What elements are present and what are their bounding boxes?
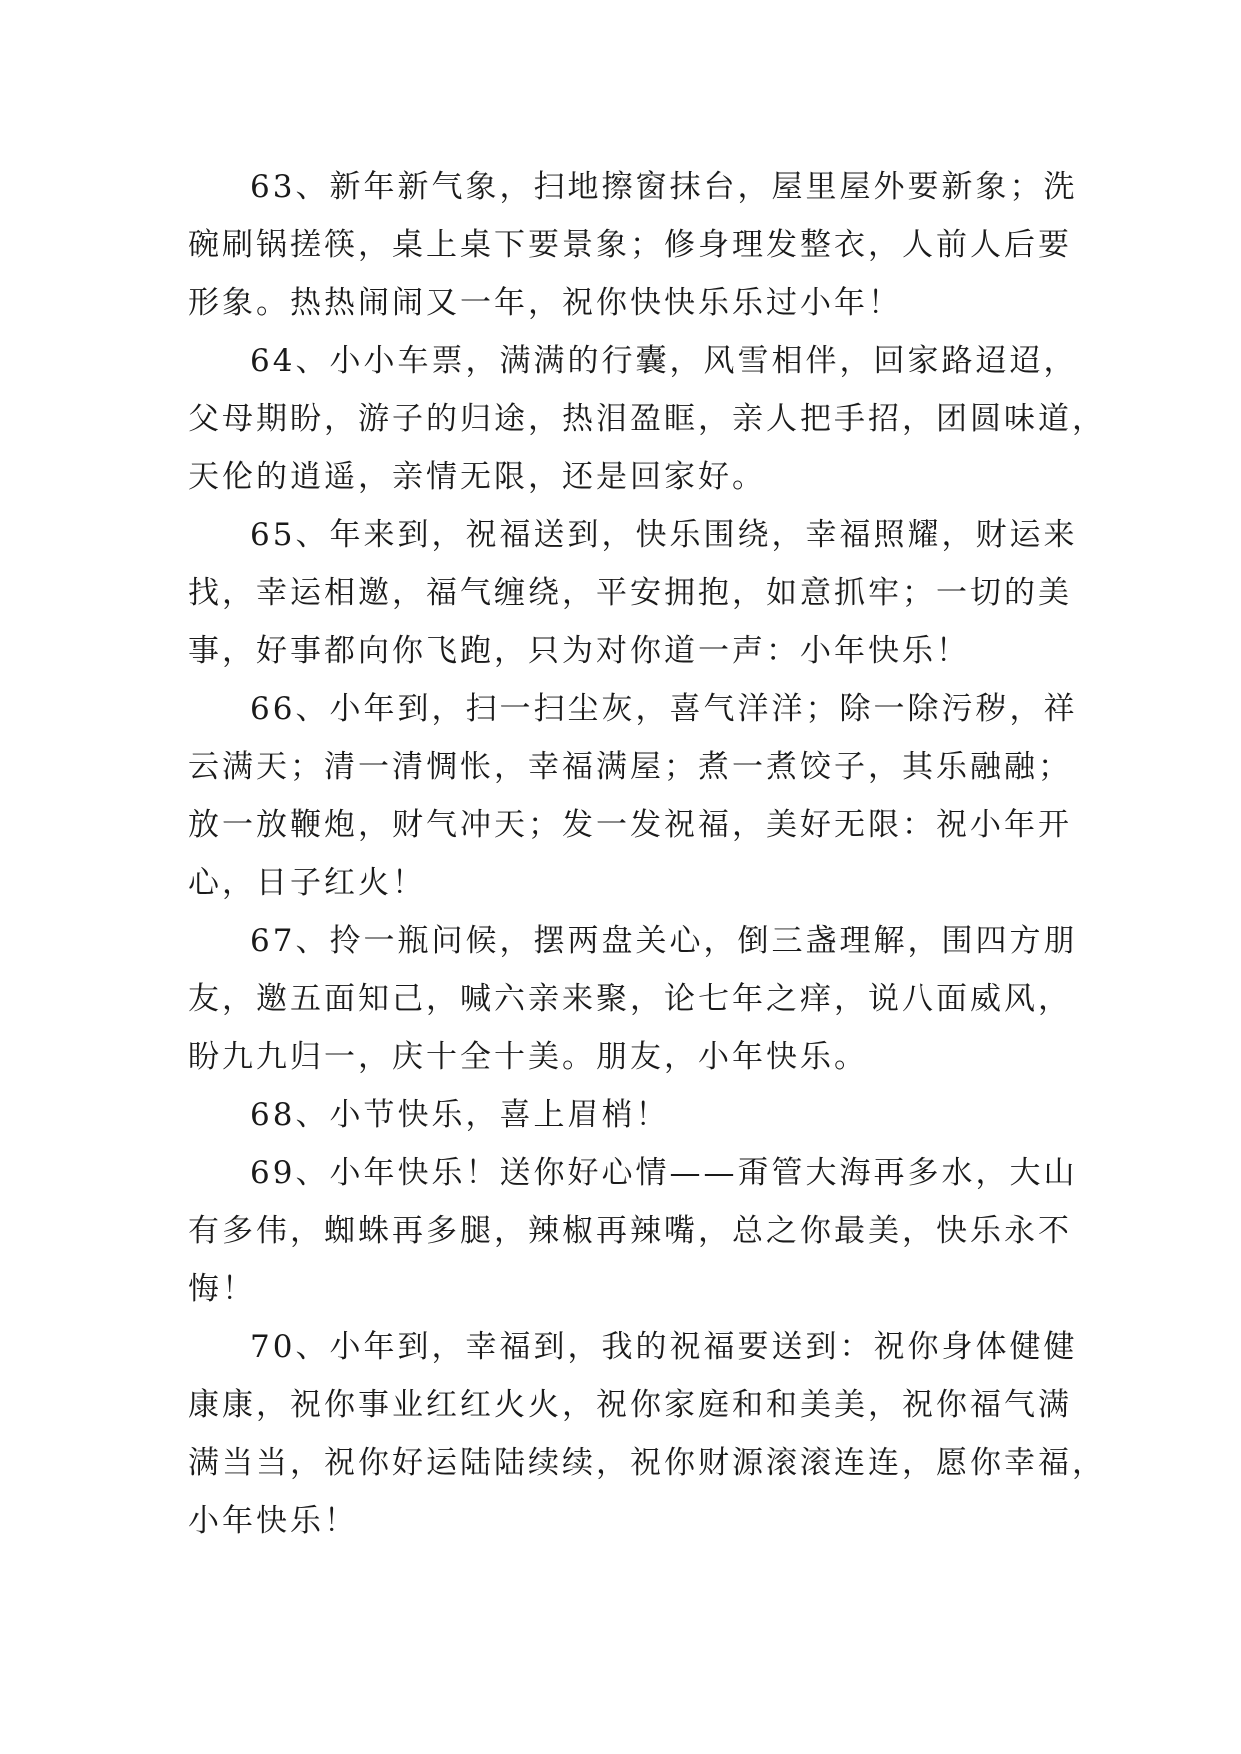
paragraph-66-line-4: 心，日子红火！: [188, 865, 426, 901]
paragraph-63-line-3: 形象。热热闹闹又一年，祝你快快乐乐过小年！: [188, 285, 902, 321]
paragraph-64-line-1: 64、小小车票，满满的行囊，风雪相伴，回家路迢迢，: [250, 343, 1078, 379]
document-body: [188, 158, 1106, 1550]
paragraph-70-line-2: 康康，祝你事业红红火火，祝你家庭和和美美，祝你福气满: [188, 1387, 1072, 1423]
paragraph-66-line-1: 66、小年到，扫一扫尘灰，喜气洋洋；除一除污秽，祥: [250, 691, 1078, 727]
paragraph-67-line-1: 67、拎一瓶问候，摆两盘关心，倒三盏理解，围四方朋: [250, 923, 1078, 959]
paragraph-69-line-2: 有多伟，蜘蛛再多腿，辣椒再辣嘴，总之你最美，快乐永不: [188, 1213, 1072, 1249]
paragraph-68-line-1: 68、小节快乐，喜上眉梢！: [250, 1097, 670, 1133]
paragraph-70-line-3: 满当当，祝你好运陆陆续续，祝你财源滚滚连连，愿你幸福，: [188, 1445, 1106, 1481]
paragraph-65-line-1: 65、年来到，祝福送到，快乐围绕，幸福照耀，财运来: [250, 517, 1078, 553]
paragraph-67-line-3: 盼九九归一，庆十全十美。朋友，小年快乐。: [188, 1039, 868, 1075]
paragraph-70-line-1: 70、小年到，幸福到，我的祝福要送到：祝你身体健健: [250, 1329, 1078, 1365]
paragraph-63-line-1: 63、新年新气象，扫地擦窗抹台，屋里屋外要新象；洗: [250, 169, 1078, 205]
paragraph-70-line-4: 小年快乐！: [188, 1503, 358, 1539]
paragraph-69-line-3: 悔！: [188, 1271, 256, 1307]
paragraph-64-line-3: 天伦的逍遥，亲情无限，还是回家好。: [188, 459, 766, 495]
paragraph-64-line-2: 父母期盼，游子的归途，热泪盈眶，亲人把手招，团圆味道，: [188, 401, 1106, 437]
paragraph-66-line-2: 云满天；清一清惆怅，幸福满屋；煮一煮饺子，其乐融融；: [188, 749, 1072, 785]
paragraph-65-line-2: 找，幸运相邀，福气缠绕，平安拥抱，如意抓牢；一切的美: [188, 575, 1072, 611]
paragraph-69-line-1: 69、小年快乐！送你好心情——甭管大海再多水，大山: [250, 1155, 1078, 1191]
paragraph-66-line-3: 放一放鞭炮，财气冲天；发一发祝福，美好无限：祝小年开: [188, 807, 1072, 843]
paragraph-63-line-2: 碗刷锅搓筷，桌上桌下要景象；修身理发整衣，人前人后要: [188, 227, 1072, 263]
paragraph-65-line-3: 事，好事都向你飞跑，只为对你道一声：小年快乐！: [188, 633, 970, 669]
paragraph-67-line-2: 友，邀五面知己，喊六亲来聚，论七年之痒，说八面威风，: [188, 981, 1072, 1017]
